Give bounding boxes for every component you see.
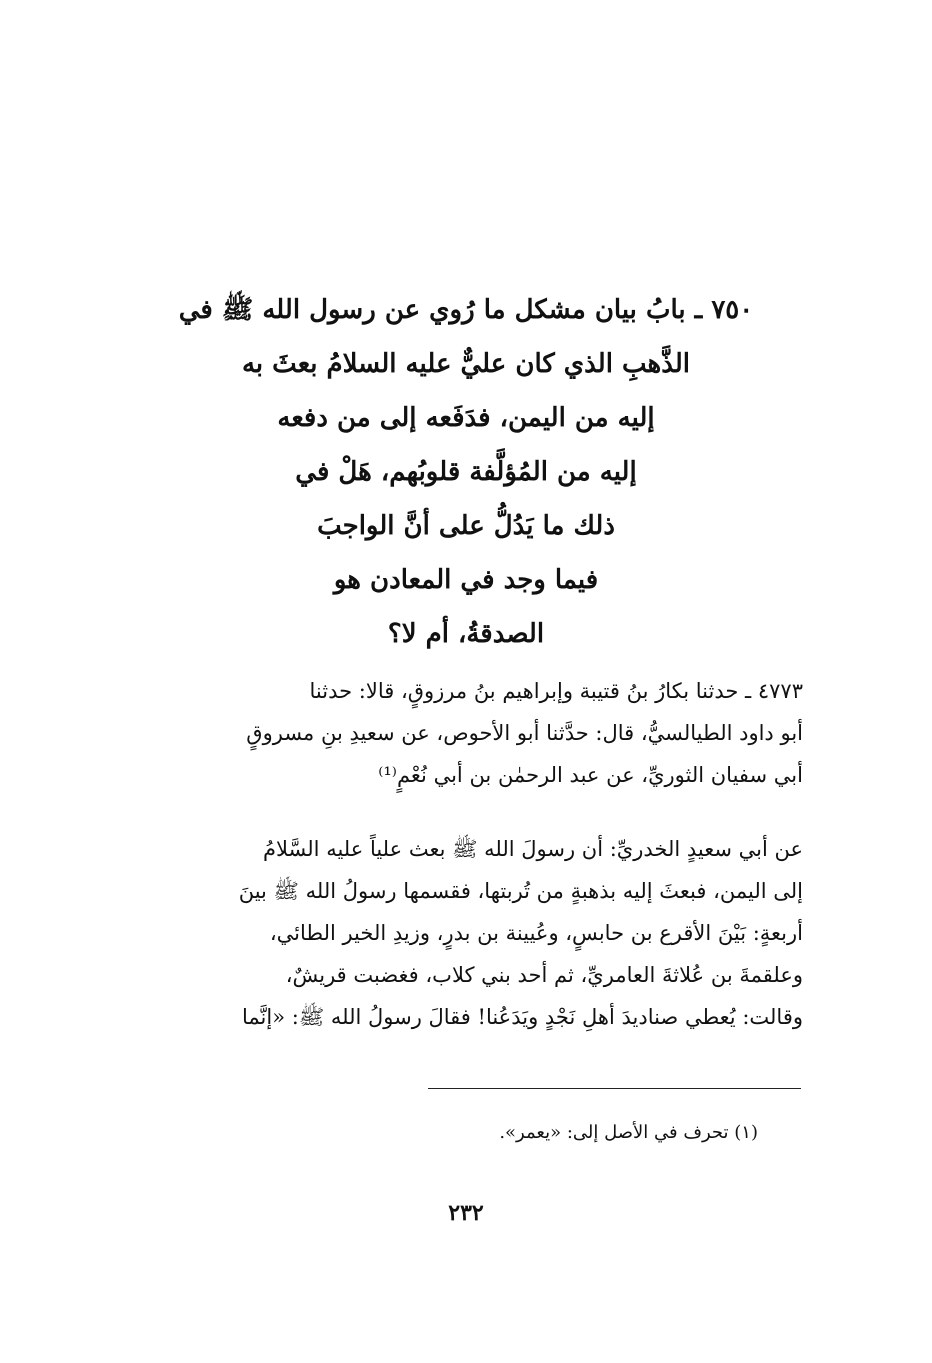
footnote-divider xyxy=(428,1088,801,1089)
chapter-heading-line: فيما وجد في المعادن هو xyxy=(333,565,599,595)
chapter-heading-line: ٧٥٠ ـ بابُ بيان مشكل ما رُوي عن رسول الله ﷺ في xyxy=(178,295,754,325)
hadith-matn-paragraph xyxy=(100,828,803,1038)
footnote: (١) تحرف في الأصل إلى: «يعمر». xyxy=(499,1122,758,1143)
chapter-heading-line: الذَّهبِ الذي كان عليٌّ عليه السلامُ بعثَ به xyxy=(241,349,691,379)
paragraph-line: أبي سفيان الثوريِّ، عن عبد الرحمٰن بن أبي نُعْمٍ⁽¹⁾ xyxy=(378,763,803,787)
paragraph-line: وقالت: يُعطي صناديدَ أهلِ نَجْدٍ ويَدَعُنا! فقالَ رسولُ الله ﷺ: «إنَّما xyxy=(242,1005,803,1029)
paragraph-line: عن أبي سعيدٍ الخدريِّ: أن رسولَ الله ﷺ بعث علياً عليه السَّلامُ xyxy=(263,837,803,861)
paragraph-line: وعلقمةَ بن عُلاثةَ العامريِّ، ثم أحد بني كلاب، فغضبت قريشٌ، xyxy=(285,963,803,987)
chapter-heading xyxy=(110,283,822,661)
paragraph-line: إلى اليمن، فبعثَ إليه بذهبةٍ من تُربتها، فقسمها رسولُ الله ﷺ بينَ xyxy=(238,879,803,903)
chapter-heading-line: إليه من المُؤلَّفة قلوبُهم، هَلْ في xyxy=(295,457,637,487)
chapter-heading-line: إليه من اليمن، فدَفَعه إلى من دفعه xyxy=(277,403,655,433)
page-number: ٢٣٢ xyxy=(448,1200,484,1226)
paragraph-line: أربعةٍ: بَيْنَ الأقرع بن حابسٍ، وعُيينة بن بدرٍ، وزيدِ الخير الطائي، xyxy=(269,921,803,945)
paragraph-line: أبو داود الطيالسيُّ، قال: حدَّثنا أبو الأحوص، عن سعيدِ بنِ مسروقٍ xyxy=(246,721,803,745)
chapter-heading-line: ذلك ما يَدُلُّ على أنَّ الواجبَ xyxy=(317,511,615,541)
chapter-heading-line: الصدقةُ، أم لا؟ xyxy=(387,619,545,649)
paragraph-line: ٤٧٧٣ ـ حدثنا بكارُ بنُ قتيبة وإبراهيم بنُ مرزوقٍ، قالا: حدثنا xyxy=(309,679,803,703)
hadith-isnad-paragraph xyxy=(100,670,803,796)
